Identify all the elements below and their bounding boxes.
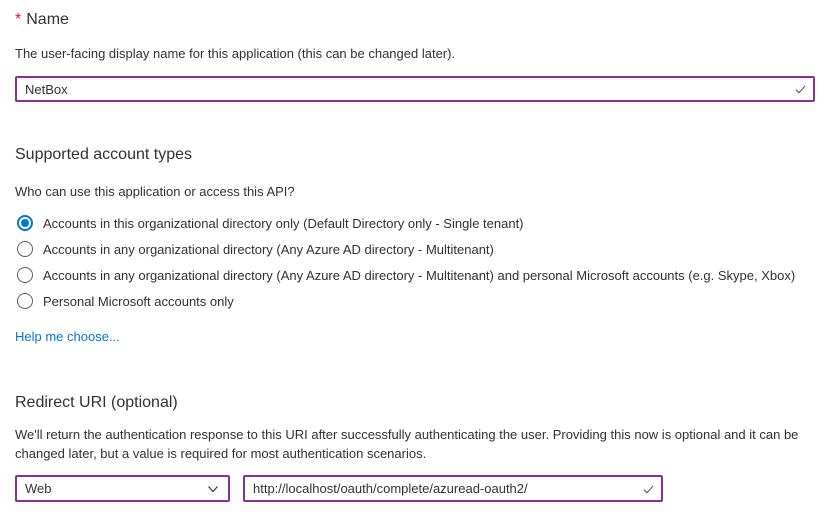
radio-option-multitenant[interactable] [15,236,815,262]
name-input-wrapper [15,76,815,102]
name-description: The user-facing display name for this application (this can be changed later). [15,46,456,61]
account-types-radio-group [15,210,815,314]
name-section [15,10,815,102]
name-input[interactable] [15,76,815,102]
account-types-question: Who can use this application or access this API? [15,184,295,199]
redirect-uri-section [15,393,815,502]
chevron-down-icon [206,482,220,496]
radio-option-label: Accounts in any organizational directory (Any Azure AD directory - Multitenant) [43,241,494,257]
redirect-uri-row [15,475,815,502]
required-asterisk: * [15,11,22,28]
platform-dropdown[interactable] [15,475,230,502]
name-section-title [15,10,815,30]
radio-option-label: Accounts in any organizational directory (Any Azure AD directory - Multitenant) and personal Microsoft accounts (e.g. Skype, Xbox) [43,267,796,283]
radio-option-personal-only[interactable] [15,288,815,314]
redirect-uri-description: We'll return the authentication response to this URI after successfully authenticating the user. Providing this now is optional and it can be changed later, but a value is required for most authentication scenarios. [15,427,799,461]
radio-option-single-tenant[interactable] [15,210,815,236]
supported-account-types-title: Supported account types [15,146,193,163]
redirect-uri-input[interactable] [243,475,663,502]
help-me-choose-link[interactable]: Help me choose... [15,329,120,344]
radio-button-icon [17,215,33,231]
radio-option-label: Accounts in this organizational directory only (Default Directory only - Single tenant) [43,215,524,231]
radio-button-icon [17,293,33,309]
name-section-title-text: Name [26,11,69,28]
redirect-uri-input-wrapper [243,475,663,502]
platform-dropdown-value: Web [25,481,52,496]
radio-button-icon [17,241,33,257]
radio-option-label: Personal Microsoft accounts only [43,293,234,309]
supported-account-types-section [15,145,815,346]
redirect-uri-title: Redirect URI (optional) [15,394,178,411]
radio-button-icon [17,267,33,283]
radio-option-multitenant-personal[interactable] [15,262,815,288]
